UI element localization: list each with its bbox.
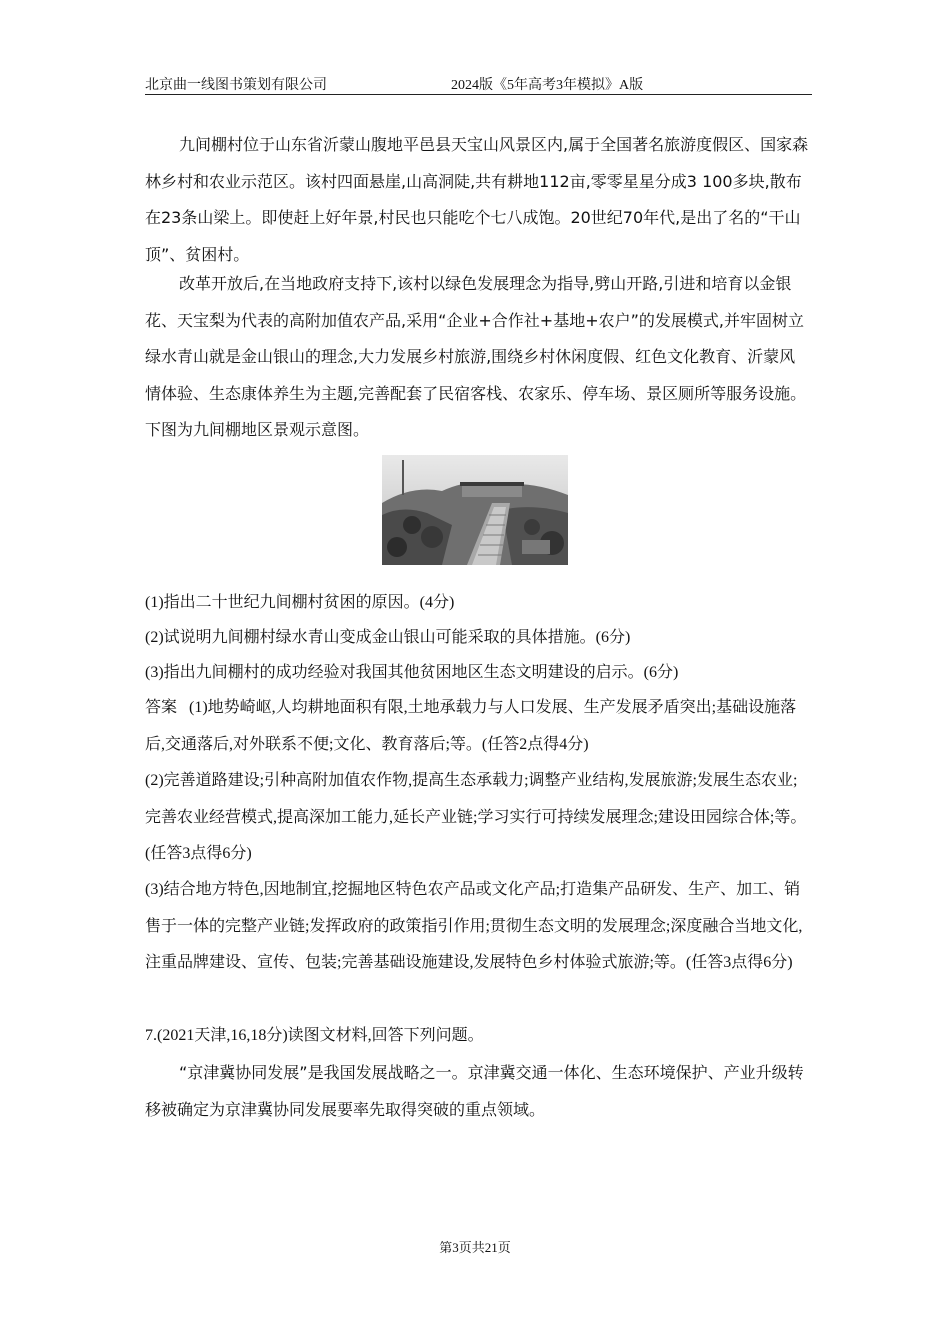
answer-1 bbox=[145, 690, 810, 763]
question-2: (2)试说明九间棚村绿水青山变成金山银山可能采取的具体措施。(6分) bbox=[145, 629, 631, 646]
question-3: (3)指出九间棚村的成功经验对我国其他贫困地区生态文明建设的启示。(6分) bbox=[145, 664, 679, 681]
question-1: (1)指出二十世纪九间棚村贫困的原因。(4分) bbox=[145, 594, 455, 611]
page-header bbox=[145, 72, 812, 95]
answer-1-text: (1)地势崎岖,人均耕地面积有限,土地承载力与人口发展、生产发展矛盾突出;基础设施落后,交通落后,对外联系不便;文化、教育落后;等。(任答2点得4分) bbox=[145, 699, 797, 753]
page-footer: 第3页共21页 bbox=[439, 1240, 511, 1255]
question-7-title: 7.(2021天津,16,18分)读图文材料,回答下列问题。 bbox=[145, 1027, 484, 1044]
answer-2: (2)完善道路建设;引种高附加值农作物,提高生态承载力;调整产业结构,发展旅游;发展生态农业;完善农业经营模式,提高深加工能力,延长产业链;学习实行可持续发展理念;建设田园综合体;等。(任答3点得6分) bbox=[145, 772, 807, 862]
passage-paragraph-1: 九间棚村位于山东省沂蒙山腹地平邑县天宝山风景区内,属于全国著名旅游度假区、国家森林乡村和农业示范区。该村四面悬崖,山高洞陡,共有耕地112亩,零零星星分成3 100多块,散布在23条山梁上。即使赶上好年景,村民也只能吃个七八成饱。20世纪70年代,是出了名的“干山顶”、贫困村。 bbox=[145, 135, 809, 264]
passage-paragraph-2: 改革开放后,在当地政府支持下,该村以绿色发展理念为指导,劈山开路,引进和培育以金银花、天宝梨为代表的高附加值农产品,采用“企业+合作社+基地+农户”的发展模式,并牢固树立绿水青山就是金山银山的理念,大力发展乡村旅游,围绕乡村休闲度假、红色文化教育、沂蒙风情体验、生态康体养生为主题,完善配套了民宿客栈、农家乐、停车场、景区厕所等服务设施。下图为九间棚地区景观示意图。 bbox=[145, 274, 807, 439]
publisher-name: 北京曲一线图书策划有限公司 bbox=[145, 78, 327, 93]
answer-label: 答案 bbox=[145, 699, 178, 716]
answer-3: (3)结合地方特色,因地制宜,挖掘地区特色农产品或文化产品;打造集产品研发、生产、加工、销售于一体的完整产业链;发挥政府的政策指引作用;贯彻生态文明的发展理念;深度融合当地文化,注重品牌建设、宣传、包装;完善基础设施建设,发展特色乡村体验式旅游;等。(任答3点得6分) bbox=[145, 881, 803, 971]
question-7-intro: “京津冀协同发展”是我国发展战略之一。京津冀交通一体化、生态环境保护、产业升级转移被确定为京津冀协同发展要率先取得突破的重点领域。 bbox=[145, 1063, 804, 1119]
landscape-photo bbox=[382, 455, 568, 565]
book-title: 2024版《5年高考3年模拟》A版 bbox=[451, 78, 644, 93]
